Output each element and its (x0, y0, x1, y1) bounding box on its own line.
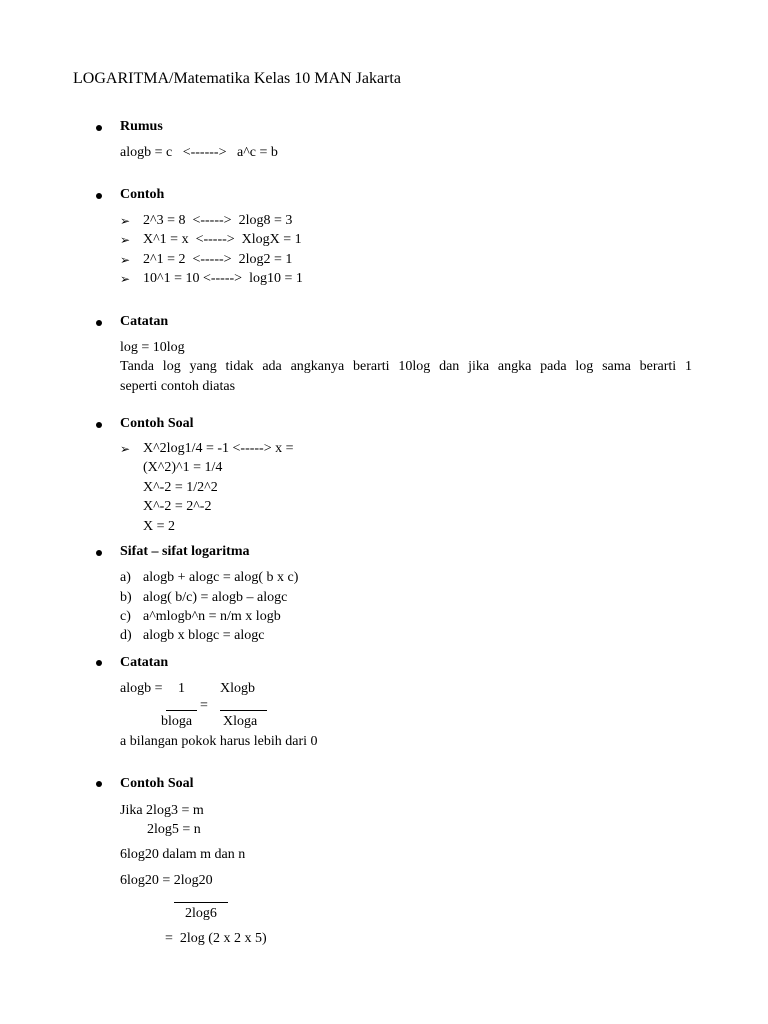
list-item: 2^3 = 8 <-----> 2log8 = 3 (143, 213, 293, 228)
fraction-denominator: 2log6 (185, 906, 217, 921)
catatan-line: log = 10log (120, 340, 185, 355)
fraction-denominator: Xloga (223, 714, 258, 729)
page-title: LOGARITMA/Matematika Kelas 10 MAN Jakarta (73, 70, 401, 87)
bullet-icon (96, 550, 102, 556)
soal-line: X = 2 (143, 519, 176, 534)
list-item-label: d) (120, 628, 132, 643)
list-item-label: c) (120, 609, 131, 624)
section-heading-catatan: Catatan (120, 655, 169, 670)
soal-line: X^-2 = 1/2^2 (143, 480, 218, 495)
list-item: alog( b/c) = alogb – alogc (143, 590, 288, 605)
fraction-denominator: bloga (161, 714, 193, 729)
fraction-bar (166, 710, 197, 711)
list-item-label: a) (120, 570, 131, 585)
bullet-icon (96, 125, 102, 131)
soal-line: (X^2)^1 = 1/4 (143, 460, 223, 475)
list-item: alogb x blogc = alogc (143, 628, 265, 643)
rumus-formula: alogb = c <------> a^c = b (120, 145, 278, 160)
fraction-numerator: 1 (178, 681, 185, 696)
fraction-lhs: alogb = (120, 681, 163, 696)
arrow-bullet-icon: ➢ (120, 442, 131, 456)
soal-line: 6log20 = 2log20 (120, 873, 213, 888)
fraction-numerator: Xlogb (220, 681, 255, 696)
list-item: 10^1 = 10 <-----> log10 = 1 (143, 271, 303, 286)
section-heading-contoh: Contoh (120, 187, 165, 202)
bullet-icon (96, 422, 102, 428)
section-heading-contoh-soal: Contoh Soal (120, 776, 194, 791)
section-heading-contoh-soal: Contoh Soal (120, 416, 194, 431)
list-item: X^1 = x <-----> XlogX = 1 (143, 232, 302, 247)
soal-line: Jika 2log3 = m (120, 803, 204, 818)
arrow-bullet-icon: ➢ (120, 272, 131, 286)
list-item-label: b) (120, 590, 132, 605)
section-heading-sifat: Sifat – sifat logaritma (120, 544, 250, 559)
section-heading-rumus: Rumus (120, 119, 163, 134)
section-heading-catatan: Catatan (120, 314, 169, 329)
soal-line: = 2log (2 x 2 x 5) (165, 931, 267, 946)
fraction-equals: = (200, 698, 208, 713)
fraction-bar (174, 902, 228, 903)
bullet-icon (96, 193, 102, 199)
note-text: a bilangan pokok harus lebih dari 0 (120, 734, 318, 749)
fraction-bar (220, 710, 267, 711)
list-item: a^mlogb^n = n/m x logb (143, 609, 281, 624)
arrow-bullet-icon: ➢ (120, 233, 131, 247)
bullet-icon (96, 320, 102, 326)
list-item: 2^1 = 2 <-----> 2log2 = 1 (143, 252, 293, 267)
arrow-bullet-icon: ➢ (120, 214, 131, 228)
soal-line: 6log20 dalam m dan n (120, 847, 246, 862)
soal-line: X^-2 = 2^-2 (143, 499, 212, 514)
arrow-bullet-icon: ➢ (120, 253, 131, 267)
catatan-paragraph: Tanda log yang tidak ada angkanya berarti 10log dan jika angka pada log sama berarti 1 (120, 359, 692, 374)
soal-line: X^2log1/4 = -1 <-----> x = (143, 441, 294, 456)
list-item: alogb + alogc = alog( b x c) (143, 570, 299, 585)
bullet-icon (96, 660, 102, 666)
soal-line: 2log5 = n (147, 822, 201, 837)
bullet-icon (96, 781, 102, 787)
catatan-paragraph-end: seperti contoh diatas (120, 379, 236, 394)
